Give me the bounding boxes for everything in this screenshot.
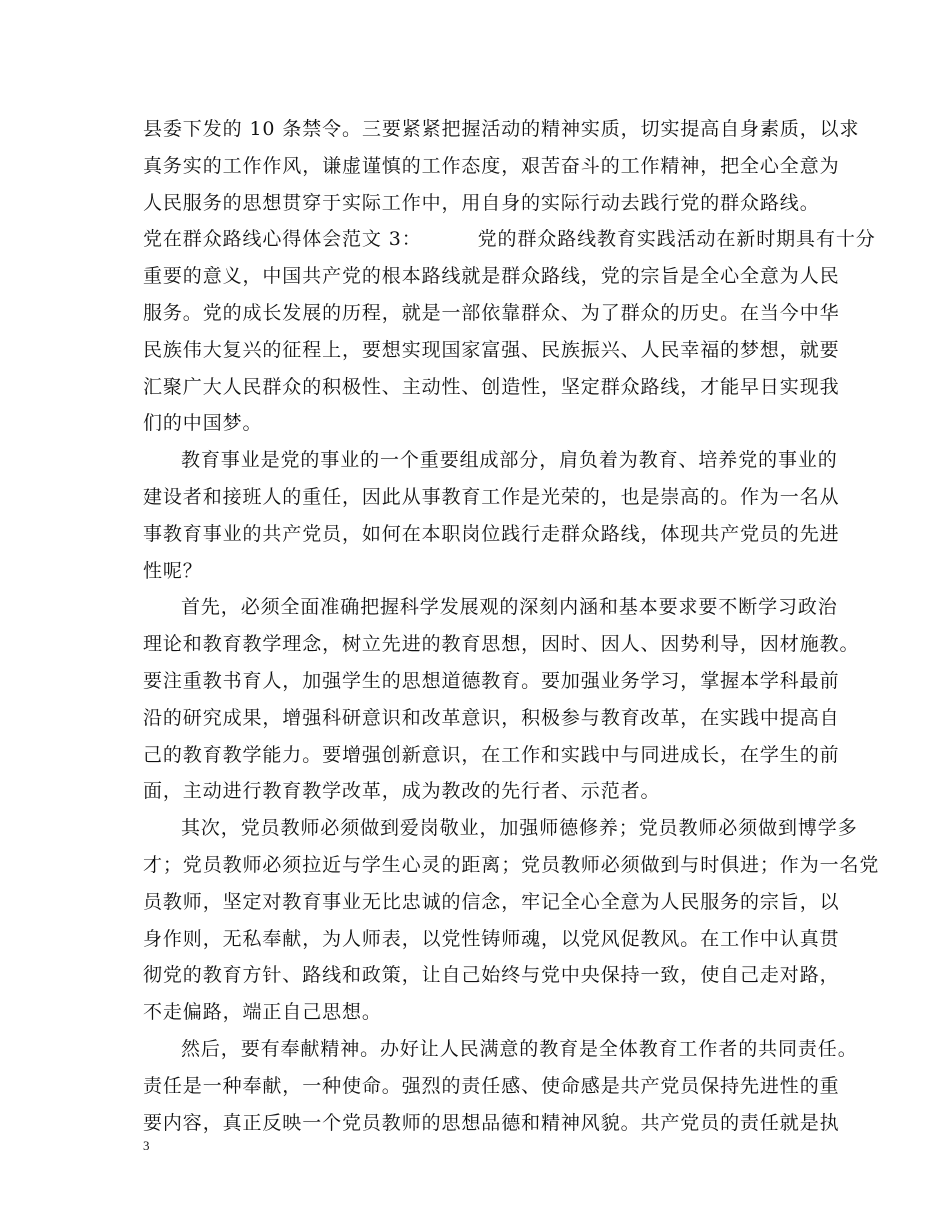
text-line: 己的教育教学能力。要增强创新意识，在工作和实践中与同进成长，在学生的前 — [143, 743, 840, 766]
text-line: 员教师，坚定对教育事业无比忠诚的信念，牢记全心全意为人民服务的宗旨，以 — [143, 890, 840, 913]
section-heading-text: 党的群众路线教育实践活动在新时期具有十分 — [477, 228, 876, 251]
text-line: 责任是一种奉献，一种使命。强烈的责任感、使命感是共产党员保持先进性的重 — [143, 1074, 840, 1097]
text-line: 要注重教书育人，加强学生的思想道德教育。要加强业务学习，掌握本学科最前 — [143, 669, 840, 692]
text-line: 理论和教育教学理念，树立先进的教育思想，因时、因人、因势利导，因材施教。 — [143, 633, 860, 656]
text-line: 性呢？ — [143, 559, 203, 582]
page-number: 3 — [143, 1138, 150, 1153]
text-line: 要内容，真正反映一个党员教师的思想品德和精神风貌。共产党员的责任就是执 — [143, 1111, 840, 1134]
document-body — [143, 111, 880, 1141]
text-line: 重要的意义，中国共产党的根本路线就是群众路线，党的宗旨是全心全意为人民 — [143, 265, 840, 288]
text-line: 县委下发的 10 条禁令。三要紧紧把握活动的精神实质，切实提高自身素质，以求 — [143, 118, 860, 140]
paragraph-first-line: 教育事业是党的事业的一个重要组成部分，肩负着为教育、培养党的事业的 — [181, 449, 838, 472]
text-line: 沿的研究成果，增强科研意识和改革意识，积极参与教育改革，在实践中提高自 — [143, 706, 840, 729]
text-line: 才；党员教师必须拉近与学生心灵的距离；党员教师必须做到与时俱进；作为一名党 — [143, 853, 880, 876]
text-line: 服务。党的成长发展的历程，就是一部依靠群众、为了群众的历史。在当今中华 — [143, 301, 840, 324]
paragraph-first-line: 首先，必须全面准确把握科学发展观的深刻内涵和基本要求要不断学习政治 — [181, 596, 838, 619]
text-line: 们的中国梦。 — [143, 412, 263, 435]
section-heading-title: 党在群众路线心得体会范文 3： — [143, 228, 422, 251]
text-line: 身作则，无私奉献，为人师表，以党性铸师魂，以党风促教风。在工作中认真贯 — [143, 927, 840, 950]
paragraph-first-line: 其次，党员教师必须做到爱岗敬业，加强师德修养；党员教师必须做到博学多 — [181, 817, 858, 840]
text-line: 真务实的工作作风，谦虚谨慎的工作态度，艰苦奋斗的工作精神，把全心全意为 — [143, 154, 840, 177]
text-line: 面，主动进行教育教学改革，成为教改的先行者、示范者。 — [143, 780, 661, 803]
text-line: 彻党的教育方针、路线和政策，让自己始终与党中央保持一致，使自己走对路， — [143, 964, 840, 987]
text-line: 民族伟大复兴的征程上，要想实现国家富强、民族振兴、人民幸福的梦想，就要 — [143, 338, 840, 361]
text-line: 事教育事业的共产党员，如何在本职岗位践行走群众路线，体现共产党员的先进 — [143, 522, 840, 545]
paragraph-first-line: 然后，要有奉献精神。办好让人民满意的教育是全体教育工作者的共同责任。 — [181, 1037, 858, 1060]
text-line: 人民服务的思想贯穿于实际工作中，用自身的实际行动去践行党的群众路线。 — [143, 191, 820, 214]
section-heading — [143, 221, 876, 258]
text-line: 建设者和接班人的重任，因此从事教育工作是光荣的，也是崇高的。作为一名从 — [143, 485, 840, 508]
text-line: 汇聚广大人民群众的积极性、主动性、创造性，坚定群众路线，才能早日实现我 — [143, 375, 840, 398]
text-line: 不走偏路，端正自己思想。 — [143, 1001, 382, 1024]
